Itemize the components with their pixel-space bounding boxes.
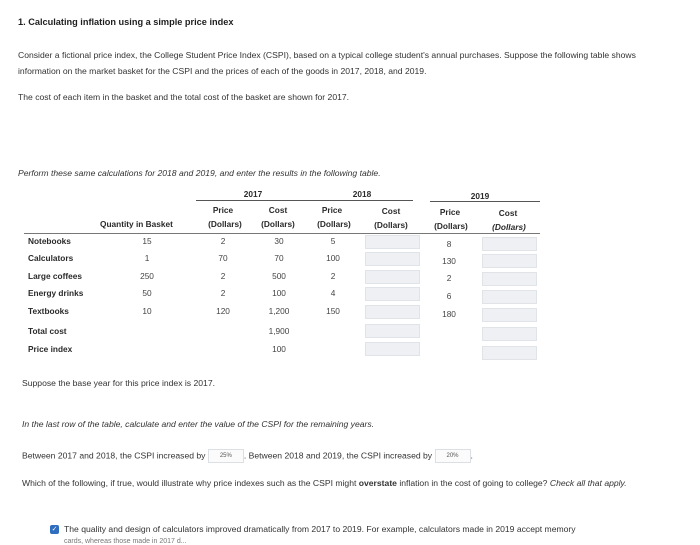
cost-2017-cell: 100 — [272, 288, 286, 298]
price-2019-cell: 8 — [446, 239, 452, 249]
cost-2018-input-textbooks[interactable] — [365, 305, 420, 319]
cost-2017-unit: (Dollars) — [261, 219, 295, 229]
quantity-header: Quantity in Basket — [100, 219, 173, 229]
qty-cell: 10 — [142, 306, 152, 316]
price-2019-header: Price — [439, 207, 461, 217]
price-2019-cell: 180 — [442, 309, 456, 319]
cost-2018-input-energy-drinks[interactable] — [365, 287, 420, 301]
price-2017-cell: 70 — [218, 253, 228, 263]
price-2019-cell: 6 — [446, 291, 452, 301]
cost-2018-unit: (Dollars) — [374, 220, 408, 230]
row-label-textbooks: Textbooks — [28, 306, 69, 316]
row-label-price-index: Price index — [28, 344, 73, 354]
total-cost-2019-input[interactable] — [482, 327, 537, 341]
cost-2019-input-large-coffees[interactable] — [482, 272, 537, 286]
year-2017-header: 2017 — [243, 189, 263, 199]
price-2017-cell: 2 — [220, 236, 226, 246]
cost-2019-input-energy-drinks[interactable] — [482, 290, 537, 304]
total-cost-2018-input[interactable] — [365, 324, 420, 338]
cost-2019-header: Cost — [498, 208, 518, 218]
which-question-text: Which of the following, if true, would illustrate why price indexes such as the CSPI might — [22, 478, 357, 488]
price-2017-cell: 2 — [220, 288, 226, 298]
instruction-text: Perform these same calculations for 2018 and 2019, and enter the results in the following table. — [18, 168, 381, 178]
cost-2018-input-calculators[interactable] — [365, 252, 420, 266]
price-2018-cell: 150 — [326, 306, 340, 316]
cost-2019-input-textbooks[interactable] — [482, 308, 537, 322]
which-question — [22, 476, 662, 491]
cost-2017-cell: 70 — [274, 253, 284, 263]
header-rule — [24, 233, 540, 234]
year-2018-rule — [313, 200, 413, 201]
qty-cell: 250 — [140, 271, 154, 281]
question-title: 1. Calculating inflation using a simple price index — [18, 17, 234, 27]
price-2018-cell: 100 — [326, 253, 340, 263]
price-index-2018-input[interactable] — [365, 342, 420, 356]
increase-text-1: Between 2017 and 2018, the CSPI increased by — [22, 450, 206, 461]
increase-sentence — [22, 449, 473, 463]
price-2019-unit: (Dollars) — [434, 221, 468, 231]
price-index-2017: 100 — [272, 344, 286, 354]
cost-2017-cell: 30 — [274, 236, 284, 246]
increase-text-3: . — [470, 450, 473, 461]
price-2017-unit: (Dollars) — [208, 219, 242, 229]
price-2017-header: Price — [212, 205, 234, 215]
price-2017-cell: 2 — [220, 271, 226, 281]
price-2018-cell: 4 — [330, 288, 336, 298]
cost-2019-input-calculators[interactable] — [482, 254, 537, 268]
increase-2017-2018-input[interactable]: 25% — [208, 449, 244, 463]
price-2019-cell: 2 — [446, 273, 452, 283]
price-2018-cell: 2 — [330, 271, 336, 281]
option-1-checkbox[interactable]: ✓ — [51, 526, 58, 533]
price-2018-unit: (Dollars) — [317, 219, 351, 229]
total-cost-2017: 1,900 — [268, 326, 290, 336]
cost-2018-header: Cost — [381, 206, 401, 216]
qty-cell: 15 — [142, 236, 152, 246]
row-label-calculators: Calculators — [28, 253, 74, 263]
row-label-large-coffees: Large coffees — [28, 271, 82, 281]
price-2018-header: Price — [321, 205, 343, 215]
cost-2019-input-notebooks[interactable] — [482, 237, 537, 251]
intro-paragraph: Consider a fictional price index, the College Student Price Index (CSPI), based on a typical college student's annual purchases. Suppose the following table shows information on the market basket for the CSPI and the prices of each of the goods in 2017, 2018, and 2019. — [18, 50, 636, 76]
cost-2017-header: Cost — [268, 205, 288, 215]
cost-2017-cell: 500 — [272, 271, 286, 281]
increase-text-2: . Between 2018 and 2019, the CSPI increased by — [243, 450, 433, 461]
price-2019-cell: 130 — [442, 256, 456, 266]
row-label-energy-drinks: Energy drinks — [28, 288, 84, 298]
option-1-label[interactable]: The quality and design of calculators improved dramatically from 2017 to 2019. For example, calculators made in 2019 accept memory — [64, 524, 576, 534]
option-1-label-continued: cards, whereas those made in 2017 d... — [64, 538, 187, 545]
which-question-after: inflation in the cost of going to college? — [399, 478, 548, 488]
row-label-total-cost: Total cost — [28, 326, 67, 336]
increase-2018-2019-input[interactable]: 20% — [435, 449, 471, 463]
year-2019-header: 2019 — [470, 191, 490, 201]
cost-2018-input-large-coffees[interactable] — [365, 270, 420, 284]
last-row-note: In the last row of the table, calculate and enter the value of the CSPI for the remaining years. — [22, 419, 375, 429]
year-2017-rule — [196, 200, 316, 201]
which-question-bold: overstate — [358, 478, 397, 488]
year-2018-header: 2018 — [352, 189, 372, 199]
cost-2018-input-notebooks[interactable] — [365, 235, 420, 249]
price-2017-cell: 120 — [216, 306, 230, 316]
price-index-2019-input[interactable] — [482, 346, 537, 360]
qty-cell: 50 — [142, 288, 152, 298]
cost-2019-unit: (Dollars) — [492, 222, 526, 232]
row-label-notebooks: Notebooks — [28, 236, 71, 246]
price-2018-cell: 5 — [330, 236, 336, 246]
year-2019-rule — [430, 201, 540, 202]
check-all-note: Check all that apply. — [549, 478, 627, 488]
qty-cell: 1 — [144, 253, 150, 263]
cost-note: The cost of each item in the basket and the total cost of the basket are shown for 2017. — [18, 92, 350, 102]
base-year-note: Suppose the base year for this price index is 2017. — [22, 378, 215, 388]
cost-2017-cell: 1,200 — [268, 306, 290, 316]
